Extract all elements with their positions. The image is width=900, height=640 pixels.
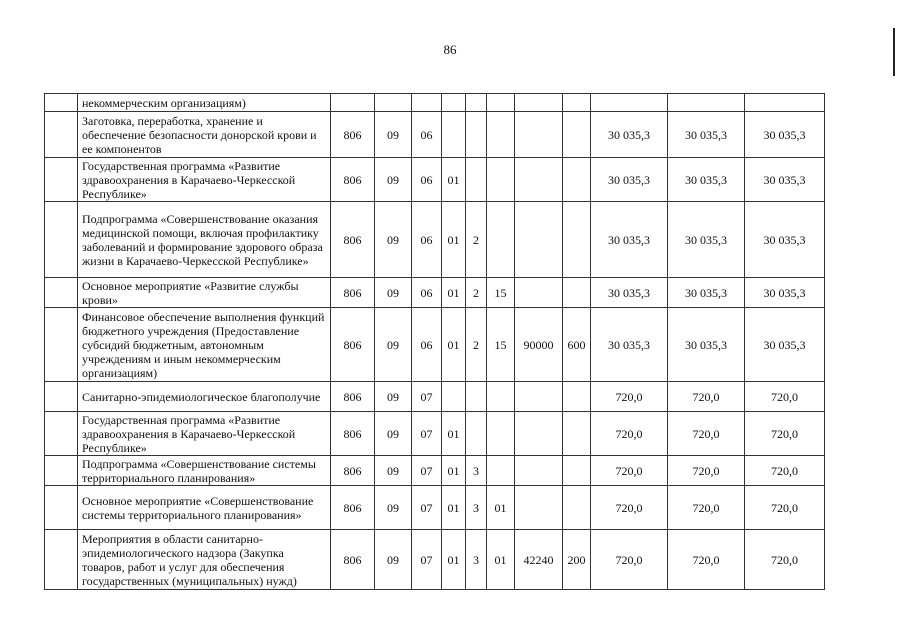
amount-year1-cell: 720,0 — [591, 486, 668, 530]
amount-year2-cell: 30 035,3 — [668, 308, 745, 382]
amount-year3-cell: 720,0 — [745, 382, 825, 412]
expense-direction-cell — [515, 202, 563, 278]
amount-year1-cell: 30 035,3 — [591, 112, 668, 158]
section-code-cell: 09 — [375, 158, 412, 202]
blank-margin-cell — [45, 486, 78, 530]
program-code-cell: 01 — [442, 202, 466, 278]
ministry-code-cell: 806 — [331, 486, 375, 530]
amount-year2-cell — [668, 94, 745, 112]
table-row — [45, 456, 825, 486]
amount-year3-cell: 30 035,3 — [745, 158, 825, 202]
ministry-code-cell: 806 — [331, 158, 375, 202]
amount-year2-cell: 30 035,3 — [668, 202, 745, 278]
table-row — [45, 486, 825, 530]
subprogram-code-cell — [466, 94, 487, 112]
main-measure-code-cell: 15 — [487, 308, 515, 382]
row-name-cell: Заготовка, переработка, хранение и обеспечение безопасности донорской крови и ее компонентов — [78, 112, 331, 158]
program-code-cell — [442, 112, 466, 158]
section-code-cell: 09 — [375, 382, 412, 412]
expense-type-cell — [563, 112, 591, 158]
amount-year3-cell: 720,0 — [745, 456, 825, 486]
row-name-cell: Мероприятия в области санитарно-эпидемиологического надзора (Закупка товаров, работ и услуг для обеспечения государственных (муниципальных) нужд) — [78, 530, 331, 590]
ministry-code-cell: 806 — [331, 412, 375, 456]
subprogram-code-cell: 3 — [466, 530, 487, 590]
expense-type-cell — [563, 456, 591, 486]
table-row — [45, 308, 825, 382]
amount-year2-cell: 720,0 — [668, 382, 745, 412]
main-measure-code-cell — [487, 112, 515, 158]
row-name-cell: Подпрограмма «Совершенствование системы территориального планирования» — [78, 456, 331, 486]
expense-direction-cell: 42240 — [515, 530, 563, 590]
subprogram-code-cell — [466, 382, 487, 412]
scan-edge-mark — [893, 28, 895, 76]
expense-type-cell — [563, 202, 591, 278]
amount-year1-cell: 720,0 — [591, 412, 668, 456]
row-name-cell: Основное мероприятие «Совершенствование системы территориального планирования» — [78, 486, 331, 530]
ministry-code-cell — [331, 94, 375, 112]
blank-margin-cell — [45, 308, 78, 382]
main-measure-code-cell — [487, 94, 515, 112]
blank-margin-cell — [45, 530, 78, 590]
expense-type-cell — [563, 94, 591, 112]
subprogram-code-cell: 3 — [466, 486, 487, 530]
subprogram-code-cell — [466, 412, 487, 456]
expense-type-cell — [563, 412, 591, 456]
subprogram-code-cell: 3 — [466, 456, 487, 486]
section-code-cell: 09 — [375, 308, 412, 382]
subsection-code-cell: 06 — [412, 112, 442, 158]
amount-year3-cell: 720,0 — [745, 486, 825, 530]
amount-year2-cell: 30 035,3 — [668, 112, 745, 158]
amount-year3-cell — [745, 94, 825, 112]
section-code-cell: 09 — [375, 456, 412, 486]
amount-year2-cell: 720,0 — [668, 412, 745, 456]
subprogram-code-cell: 2 — [466, 308, 487, 382]
blank-margin-cell — [45, 202, 78, 278]
subsection-code-cell: 06 — [412, 308, 442, 382]
expense-type-cell — [563, 486, 591, 530]
program-code-cell: 01 — [442, 158, 466, 202]
amount-year2-cell: 720,0 — [668, 530, 745, 590]
program-code-cell — [442, 94, 466, 112]
table-row — [45, 158, 825, 202]
blank-margin-cell — [45, 112, 78, 158]
main-measure-code-cell: 01 — [487, 530, 515, 590]
program-code-cell — [442, 382, 466, 412]
row-name-cell: некоммерческим организациям) — [78, 94, 331, 112]
main-measure-code-cell: 01 — [487, 486, 515, 530]
row-name-cell: Основное мероприятие «Развитие службы крови» — [78, 278, 331, 308]
expense-direction-cell — [515, 158, 563, 202]
amount-year3-cell: 30 035,3 — [745, 202, 825, 278]
expense-type-cell: 200 — [563, 530, 591, 590]
subprogram-code-cell: 2 — [466, 278, 487, 308]
ministry-code-cell: 806 — [331, 530, 375, 590]
ministry-code-cell: 806 — [331, 202, 375, 278]
table-row — [45, 382, 825, 412]
expense-direction-cell: 90000 — [515, 308, 563, 382]
program-code-cell: 01 — [442, 308, 466, 382]
subsection-code-cell: 07 — [412, 456, 442, 486]
ministry-code-cell: 806 — [331, 308, 375, 382]
program-code-cell: 01 — [442, 412, 466, 456]
table-row — [45, 278, 825, 308]
expense-direction-cell — [515, 382, 563, 412]
subsection-code-cell: 07 — [412, 412, 442, 456]
ministry-code-cell: 806 — [331, 382, 375, 412]
amount-year3-cell: 30 035,3 — [745, 112, 825, 158]
row-name-cell: Государственная программа «Развитие здравоохранения в Карачаево-Черкесской Республике» — [78, 412, 331, 456]
ministry-code-cell: 806 — [331, 112, 375, 158]
section-code-cell — [375, 94, 412, 112]
ministry-code-cell: 806 — [331, 456, 375, 486]
expense-direction-cell — [515, 456, 563, 486]
program-code-cell: 01 — [442, 278, 466, 308]
amount-year1-cell: 30 035,3 — [591, 202, 668, 278]
subsection-code-cell: 07 — [412, 382, 442, 412]
amount-year1-cell: 720,0 — [591, 530, 668, 590]
subprogram-code-cell — [466, 112, 487, 158]
expense-direction-cell — [515, 412, 563, 456]
section-code-cell: 09 — [375, 412, 412, 456]
program-code-cell: 01 — [442, 530, 466, 590]
section-code-cell: 09 — [375, 278, 412, 308]
main-measure-code-cell: 15 — [487, 278, 515, 308]
expense-direction-cell — [515, 278, 563, 308]
blank-margin-cell — [45, 158, 78, 202]
row-name-cell: Подпрограмма «Совершенствование оказания медицинской помощи, включая профилактику заболеваний и формирование здорового образа жизни в Карачаево-Черкесской Республике» — [78, 202, 331, 278]
table-row — [45, 94, 825, 112]
amount-year1-cell: 720,0 — [591, 382, 668, 412]
blank-margin-cell — [45, 382, 78, 412]
table-row — [45, 112, 825, 158]
main-measure-code-cell — [487, 382, 515, 412]
main-measure-code-cell — [487, 456, 515, 486]
row-name-cell: Государственная программа «Развитие здравоохранения в Карачаево-Черкесской Республике» — [78, 158, 331, 202]
table-row — [45, 412, 825, 456]
expense-direction-cell — [515, 94, 563, 112]
section-code-cell: 09 — [375, 112, 412, 158]
main-measure-code-cell — [487, 202, 515, 278]
expense-direction-cell — [515, 486, 563, 530]
amount-year1-cell: 30 035,3 — [591, 158, 668, 202]
subsection-code-cell: 06 — [412, 158, 442, 202]
amount-year3-cell: 30 035,3 — [745, 308, 825, 382]
blank-margin-cell — [45, 412, 78, 456]
section-code-cell: 09 — [375, 202, 412, 278]
blank-margin-cell — [45, 278, 78, 308]
amount-year2-cell: 720,0 — [668, 486, 745, 530]
program-code-cell: 01 — [442, 486, 466, 530]
amount-year3-cell: 720,0 — [745, 412, 825, 456]
blank-margin-cell — [45, 456, 78, 486]
amount-year2-cell: 30 035,3 — [668, 278, 745, 308]
amount-year1-cell — [591, 94, 668, 112]
amount-year1-cell: 720,0 — [591, 456, 668, 486]
amount-year1-cell: 30 035,3 — [591, 308, 668, 382]
amount-year1-cell: 30 035,3 — [591, 278, 668, 308]
program-code-cell: 01 — [442, 456, 466, 486]
main-measure-code-cell — [487, 158, 515, 202]
expense-type-cell — [563, 278, 591, 308]
main-measure-code-cell — [487, 412, 515, 456]
expense-direction-cell — [515, 112, 563, 158]
section-code-cell: 09 — [375, 486, 412, 530]
subsection-code-cell: 07 — [412, 486, 442, 530]
amount-year2-cell: 720,0 — [668, 456, 745, 486]
budget-table — [44, 93, 825, 590]
subprogram-code-cell — [466, 158, 487, 202]
amount-year2-cell: 30 035,3 — [668, 158, 745, 202]
amount-year3-cell: 720,0 — [745, 530, 825, 590]
subsection-code-cell: 06 — [412, 278, 442, 308]
subsection-code-cell: 07 — [412, 530, 442, 590]
expense-type-cell — [563, 158, 591, 202]
subprogram-code-cell: 2 — [466, 202, 487, 278]
subsection-code-cell: 06 — [412, 202, 442, 278]
expense-type-cell: 600 — [563, 308, 591, 382]
ministry-code-cell: 806 — [331, 278, 375, 308]
table-row — [45, 202, 825, 278]
page-number: 86 — [443, 42, 457, 57]
amount-year3-cell: 30 035,3 — [745, 278, 825, 308]
row-name-cell: Финансовое обеспечение выполнения функций бюджетного учреждения (Предоставление субсидий бюджетным, автономным учреждениям и иным некоммерческим организациям) — [78, 308, 331, 382]
table-row — [45, 530, 825, 590]
blank-margin-cell — [45, 94, 78, 112]
row-name-cell: Санитарно-эпидемиологическое благополучие — [78, 382, 331, 412]
section-code-cell: 09 — [375, 530, 412, 590]
subsection-code-cell — [412, 94, 442, 112]
expense-type-cell — [563, 382, 591, 412]
